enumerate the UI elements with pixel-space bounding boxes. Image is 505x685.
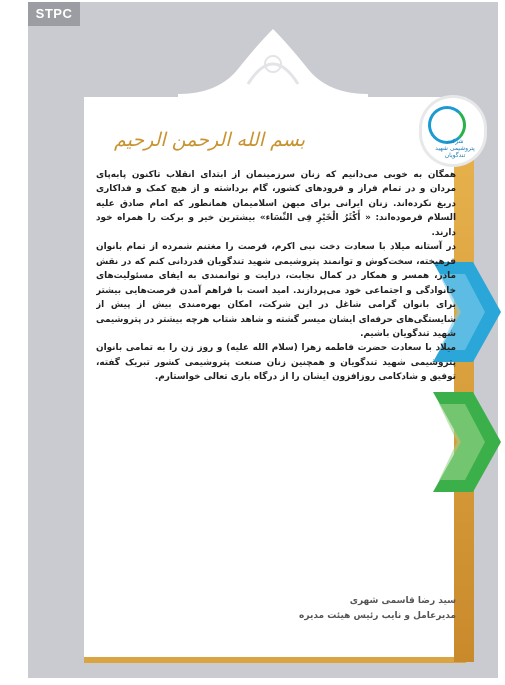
signer-title: مدیرعامل و نایب رئیس هیئت مدیره xyxy=(299,611,456,621)
company-logo xyxy=(422,98,484,164)
paragraph: همگان به خوبی می‌دانیم که زنان سرزمینمان از ابتدای انقلاب تاکنون پابه‌پای مردان و در تمام فراز و فرودهای کشور، گام برداشته و از هیچ کمک و فداکاری دریغ نکرده‌اند. زنان ایرانی برای میهن اسلامیمان همانطور که امام صادق علیه السلام فرموده‌اند: « أَکْثَرُ الْخَیْرِ فِی النِّسَاء» بیشترین خیر و برکت را همراه خود دارند. xyxy=(96,170,456,238)
page-frame xyxy=(28,2,498,678)
signer-name: سید رضا قاسمی شهری xyxy=(349,596,456,606)
paragraph: میلاد با سعادت حضرت فاطمه زهرا (سلام الله علیه) و روز زن را به تمامی بانوان پتروشیمی شهید تندگویان و همچنین زنان صنعت پتروشیمی کشور تبریک گفته، توفیق و شادکامی روزافزون ایشان را از درگاه باری تعالی خواستارم. xyxy=(96,343,456,383)
signature-block xyxy=(228,594,456,624)
paragraph: در آستانه میلاد با سعادت دخت نبی اکرم، فرصت را مغتنم شمرده از تمام بانوان فرهیخته، سخت‌کوش و توانمند پتروشیمی شهید تندگویان قدردانی کنم که در نقش مادر، همسر و همکار در کمال نجابت، درایت و توانمندی به ایفای مسئولیت‌های خانوادگی و اجتماعی خود می‌پردازند. امید است با فراهم آمدن فرصت‌هایی بیشتر برای بانوان گرامی شاغل در این شرکت، امکان بهره‌مندی بیش از پیش از شایستگی‌های حرفه‌ای ایشان میسر گشته و شاهد شتاب هرچه بیشتر در پتروشیمی شهید تندگویان باشیم. xyxy=(96,242,456,339)
stpc-tag: STPC xyxy=(28,2,80,26)
basmala-calligraphy: بسم الله الرحمن الرحیم xyxy=(114,129,305,151)
logo-text: شرکت پتروشیمی شهید تندگویان xyxy=(435,138,475,159)
letter-body xyxy=(96,168,456,580)
